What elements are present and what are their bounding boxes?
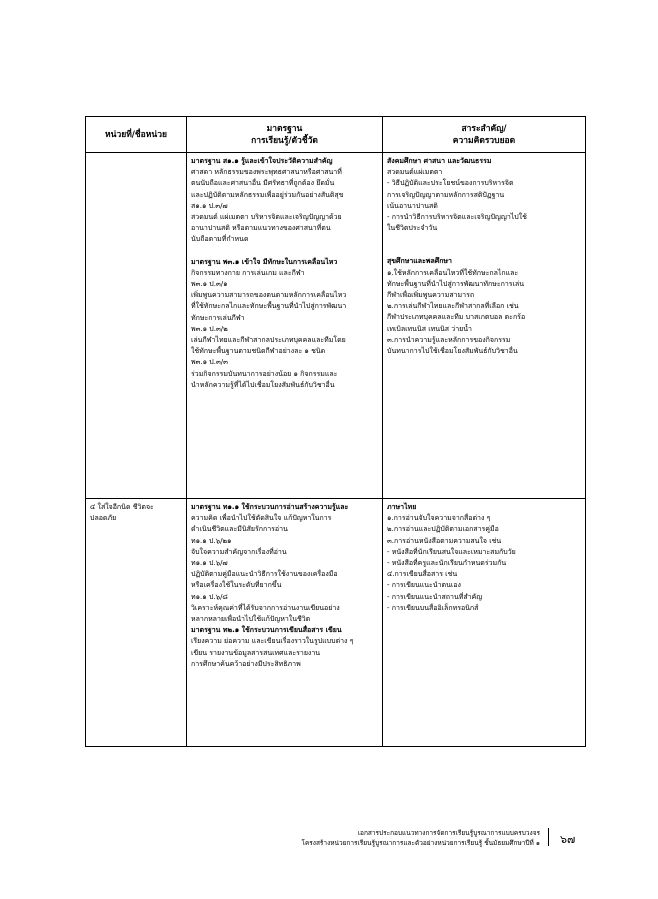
cell-text-line: ท๑.๑ ป.๖/๒๑ bbox=[191, 536, 232, 545]
cell-text-line: ในชีวิตประจำวัน bbox=[387, 224, 438, 233]
cell-text-line: ที่ใช้ทักษะกลไกและทักษะพื้นฐานที่นำไปสู่การพัฒนา bbox=[191, 302, 347, 311]
cell-text-line: สวดมนต์ แผ่เมตตา บริหารจิตและเจริญปัญญาด้วย bbox=[191, 213, 342, 222]
cell-text-line: เพิ่มพูนความสามารถของตนตามหลักการเคลื่อนไหว bbox=[191, 291, 347, 300]
header-standards: มาตรฐาน การเรียนรู้/ตัวชี้วัด bbox=[187, 117, 383, 153]
cell-text-line: - การนำวิธีการบริหารจิตและเจริญปัญญาไปใช้ bbox=[387, 213, 527, 222]
cell-text-line: ๓.การนำความรู้และหลักการของกิจกรรม bbox=[387, 335, 511, 344]
cell-text-line: - การเขียนแนะนำสถานที่สำคัญ bbox=[387, 592, 483, 601]
footer-text: เอกสารประกอบแนวทางการจัดการเรียนรู้บูรณาการแบบครบวงจร โครงสร้างหน่วยการเรียนรู้บูรณาการและตัวอย่างหน่วยการเรียนรู้ ชั้นมัธยมศึกษาปีที่ ๑ bbox=[301, 829, 540, 847]
cell-text-line: หรือเครื่องใช้ในระดับที่ยากขึ้น bbox=[191, 581, 282, 590]
cell-text-line: ร่วมกิจกรรมบันทนาการอย่างน้อย ๑ กิจกรรมและ bbox=[191, 369, 338, 378]
cell-text-line: เน้นอานาปานสติ bbox=[387, 201, 438, 210]
cell-text-line: เล่นกีฬาไทยและกีฬาสากลประเภทบุคคลและทีมโดย bbox=[191, 336, 346, 345]
header-concepts: สาระสำคัญ/ ความคิดรวบยอด bbox=[383, 117, 586, 153]
cell-text-line: ๑.ใช้หลักการเคลื่อนไหวที่ใช้ทักษะกลไกและ bbox=[387, 268, 519, 277]
cell-text-line: ตนนับถือและศาสนาอื่น มีศรัทธาที่ถูกต้อง ยึดมั่น bbox=[191, 179, 335, 188]
footer-divider bbox=[548, 828, 549, 846]
curriculum-table bbox=[85, 116, 586, 747]
cell-text-line: ปฏิบัติตามคู่มือแนะนำวิธีการใช้งานของเครื่องมือ bbox=[191, 570, 338, 579]
cell-text-line: - การเขียนแนะนำตนเอง bbox=[387, 581, 461, 590]
header-unit: หน่วยที่/ชื่อหน่วย bbox=[86, 117, 187, 153]
cell-text-line: มาตรฐาน ท๒.๑ ใช้กระบวนการเขียนสื่อสาร เขียน bbox=[191, 626, 342, 635]
table-row bbox=[86, 153, 586, 499]
cell-text-line: นับถือตามที่กำหนด bbox=[191, 235, 249, 244]
cell-text-line: ใช้ทักษะพื้นฐานตามชนิดกีฬาอย่างละ ๑ ชนิด bbox=[191, 347, 326, 356]
cell-text-line bbox=[387, 234, 581, 245]
cell-text-line: ศาสดา หลักธรรมของพระพุทธศาสนาหรือศาสนาที่ bbox=[191, 168, 342, 177]
cell-text-line: กีฬาประเภทบุคคลและทีม บาสเกตบอล ตะกร้อ bbox=[387, 313, 526, 322]
cell-text-line: สวดมนต์แผ่เมตตา bbox=[387, 168, 443, 177]
cell-text-line: ท๑.๑ ป.๖/๘ bbox=[191, 592, 228, 601]
cell-text-line: บันทนาการไปใช้เชื่อมโยงสัมพันธ์กับวิชาอื่น bbox=[387, 347, 518, 356]
cell-text-line: มาตรฐาน ท๑.๑ ใช้กระบวนการอ่านสร้างความรู้และ bbox=[191, 503, 349, 511]
cell-text-line: ความคิด เพื่อนำไปใช้ตัดสินใจ แก้ปัญหาในการ bbox=[191, 514, 332, 523]
cell-text-line: การศึกษาค้นคว้าอย่างมีประสิทธิภาพ bbox=[191, 659, 301, 668]
cell-text-line: เทเบิลเทนนิส เทนนิส ว่ายน้ำ bbox=[387, 324, 472, 333]
cell-text-line: - หนังสือที่นักเรียนสนใจและเหมาะสมกับวัย bbox=[387, 547, 516, 556]
cell-text-line: วิเคราะห์คุณค่าที่ได้รับจากการอ่านงานเขียนอย่าง bbox=[191, 603, 340, 612]
cell-text-line: มาตรฐาน ส๑.๑ รู้และเข้าใจประวัติความสำคัญ bbox=[191, 157, 333, 165]
cell-text-line: ทักษะพื้นฐานที่นำไปสู่การพัฒนาทักษะการเล่น bbox=[387, 279, 524, 288]
cell-text-line: กิจกรรมทางกาย การเล่นเกม และกีฬา bbox=[191, 268, 305, 277]
cell-text-line: การเจริญปัญญาตามหลักการสติปัฏฐาน bbox=[387, 190, 505, 199]
cell-text-line: พ๓.๑ ป.๓/๑ bbox=[191, 280, 228, 289]
cell-text-line: ส๑.๑ ป.๓/๗ bbox=[191, 201, 228, 210]
cell-text-line: ดำเนินชีวิตและมีนิสัยรักการอ่าน bbox=[191, 525, 288, 534]
concepts-cell bbox=[383, 499, 586, 747]
page-footer bbox=[250, 828, 650, 868]
table-row bbox=[86, 499, 586, 747]
cell-text-line: เขียน รายงานข้อมูลสารสนเทศและรายงาน bbox=[191, 648, 321, 657]
unit-cell bbox=[86, 153, 187, 499]
cell-text-line: ปลอดภัย bbox=[90, 514, 117, 523]
cell-text-line: จับใจความสำคัญจากเรื่องที่อ่าน bbox=[191, 547, 287, 556]
cell-text-line: - การเขียนบนสื่ออิเล็กทรอนิกส์ bbox=[387, 603, 479, 612]
cell-text-line: มาตรฐาน พ๓.๑ เข้าใจ มีทักษะในการเคลื่อนไหว bbox=[191, 257, 338, 266]
cell-text-line: พ๓.๑ ป.๓/๓ bbox=[191, 358, 228, 367]
standards-cell bbox=[187, 153, 383, 499]
cell-text-line bbox=[191, 246, 378, 257]
page-number: ๖๗ bbox=[560, 833, 576, 846]
cell-text-line: พ๓.๑ ป.๓/๒ bbox=[191, 324, 228, 333]
cell-text-line: สุขศึกษาและพลศึกษา bbox=[387, 257, 452, 266]
cell-text-line: หลากหลายเพื่อนำไปใช้แก้ปัญหาในชีวิต bbox=[191, 615, 311, 624]
cell-text-line: นำหลักความรู้ที่ได้ไปเชื่อมโยงสัมพันธ์กับวิชาอื่น bbox=[191, 380, 335, 389]
cell-text-line: ๓.การอ่านหนังสือตามความสนใจ เช่น bbox=[387, 536, 502, 545]
cell-text-line: กีฬาเพื่อเพิ่มพูนความสามารถ bbox=[387, 291, 475, 300]
standards-cell bbox=[187, 499, 383, 747]
cell-text-line bbox=[387, 245, 581, 256]
cell-text-line: เรียงความ ย่อความ และเขียนเรื่องราวในรูปแบบต่าง ๆ bbox=[191, 637, 354, 646]
cell-text-line: อานาปานสติ หรือตามแนวทางของศาสนาที่ตน bbox=[191, 224, 331, 233]
cell-text-line: ภาษาไทย bbox=[387, 503, 417, 511]
cell-text-line: - หนังสือที่ครูและนักเรียนกำหนดร่วมกัน bbox=[387, 559, 507, 568]
cell-text-line: สังคมศึกษา ศาสนา และวัฒนธรรม bbox=[387, 157, 492, 165]
cell-text-line: ๒.การอ่านและปฏิบัติตามเอกสารคู่มือ bbox=[387, 525, 499, 534]
cell-text-line: และปฏิบัติตามหลักธรรมเพื่ออยู่ร่วมกันอย่างสันติสุข bbox=[191, 190, 344, 199]
cell-text-line: ๔.การเขียนสื่อสาร เช่น bbox=[387, 570, 458, 579]
cell-text-line: ทักษะการเล่นกีฬา bbox=[191, 313, 245, 322]
cell-text-line: ๒.การเล่นกีฬาไทยและกีฬาสากลที่เลือก เช่น bbox=[387, 302, 519, 311]
unit-cell bbox=[86, 499, 187, 747]
cell-text-line: ท๑.๑ ป.๖/๗ bbox=[191, 559, 228, 568]
concepts-cell bbox=[383, 153, 586, 499]
table-header-row bbox=[86, 117, 586, 153]
cell-text-line: ๑.การอ่านจับใจความจากสื่อต่าง ๆ bbox=[387, 514, 491, 523]
cell-text-line: ๔ ใส่ใจอีกนิด ชีวิตจะ bbox=[90, 503, 154, 511]
cell-text-line: - วิธีปฏิบัติและประโยชน์ของการบริหารจิต bbox=[387, 179, 514, 188]
